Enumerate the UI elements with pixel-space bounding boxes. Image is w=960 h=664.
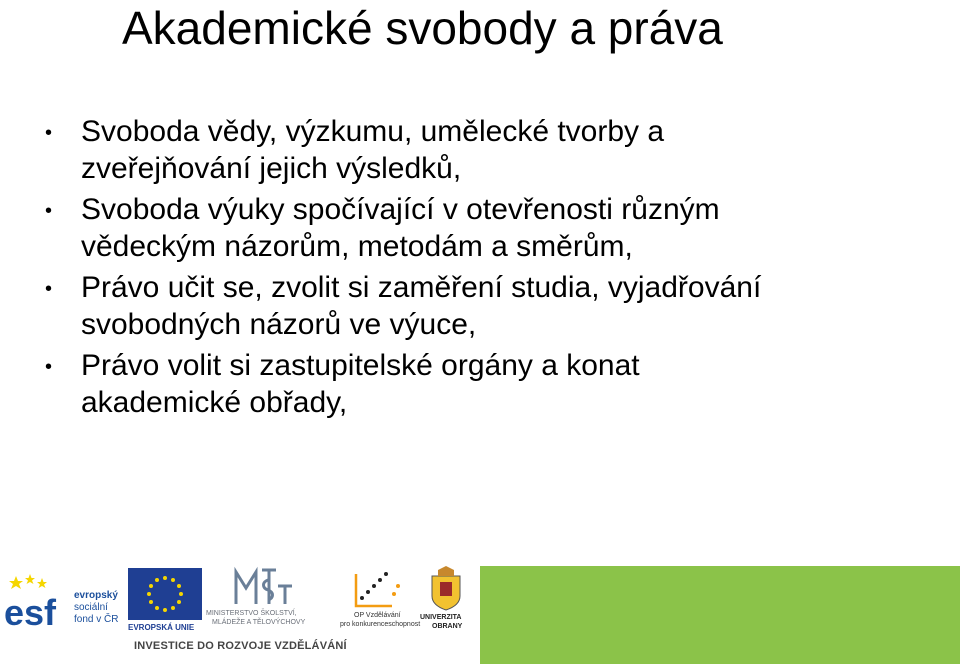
bullet-line: Právo učit se, zvolit si zaměření studia, vyjadřování bbox=[81, 271, 762, 304]
logo-footer bbox=[0, 566, 960, 664]
bullet-list bbox=[40, 113, 920, 425]
bullet-line: Svoboda vědy, výzkumu, umělecké tvorby a bbox=[81, 115, 665, 148]
eu-flag-icon bbox=[128, 568, 202, 622]
msmt-mark-icon bbox=[206, 566, 334, 608]
msmt-line2: MLÁDEŽE A TĚLOVÝCHOVY bbox=[212, 619, 306, 626]
bullet-line: Svoboda výuky spočívající v otevřenosti různým bbox=[81, 193, 720, 226]
bullet-line: zveřejňování jejich výsledků, bbox=[81, 152, 462, 185]
unob-line2: OBRANY bbox=[432, 623, 463, 630]
msmt-logo bbox=[206, 566, 334, 632]
investice-label: INVESTICE DO ROZVOJE VZDĚLÁVÁNÍ bbox=[134, 640, 347, 652]
esf-mark: esf bbox=[4, 592, 57, 633]
unob-line1: UNIVERZITA bbox=[420, 614, 462, 621]
op-line2: pro konkurenceschopnost bbox=[340, 621, 421, 628]
unob-crest-icon bbox=[418, 566, 474, 612]
op-logo bbox=[340, 566, 420, 632]
bullet-icon: • bbox=[45, 278, 53, 300]
esf-line3: fond v ČR bbox=[74, 614, 119, 625]
bullet-icon: • bbox=[45, 122, 53, 144]
bullet-icon: • bbox=[45, 200, 53, 222]
bullet-item bbox=[40, 347, 920, 421]
unob-logo bbox=[418, 566, 474, 632]
bullet-icon: • bbox=[45, 356, 53, 378]
eu-label: EVROPSKÁ UNIE bbox=[128, 623, 195, 632]
bullet-line: svobodných názorů ve výuce, bbox=[81, 308, 477, 341]
op-mark-icon bbox=[340, 566, 420, 610]
bullet-line: akademické obřady, bbox=[81, 386, 348, 419]
esf-line2: sociální bbox=[74, 602, 108, 613]
bullet-line: Právo volit si zastupitelské orgány a konat bbox=[81, 349, 640, 382]
bullet-item bbox=[40, 113, 920, 187]
slide-title: Akademické svobody a práva bbox=[122, 2, 723, 54]
msmt-line1: MINISTERSTVO ŠKOLSTVÍ, bbox=[206, 610, 297, 617]
bullet-item bbox=[40, 191, 920, 265]
op-line1: OP Vzdělávání bbox=[354, 612, 401, 619]
green-strip bbox=[480, 566, 960, 664]
esf-line1: evropský bbox=[74, 590, 118, 601]
esf-logo bbox=[2, 570, 122, 632]
eu-logo bbox=[128, 568, 202, 638]
bullet-item bbox=[40, 269, 920, 343]
bullet-line: vědeckým názorům, metodám a směrům, bbox=[81, 230, 633, 263]
